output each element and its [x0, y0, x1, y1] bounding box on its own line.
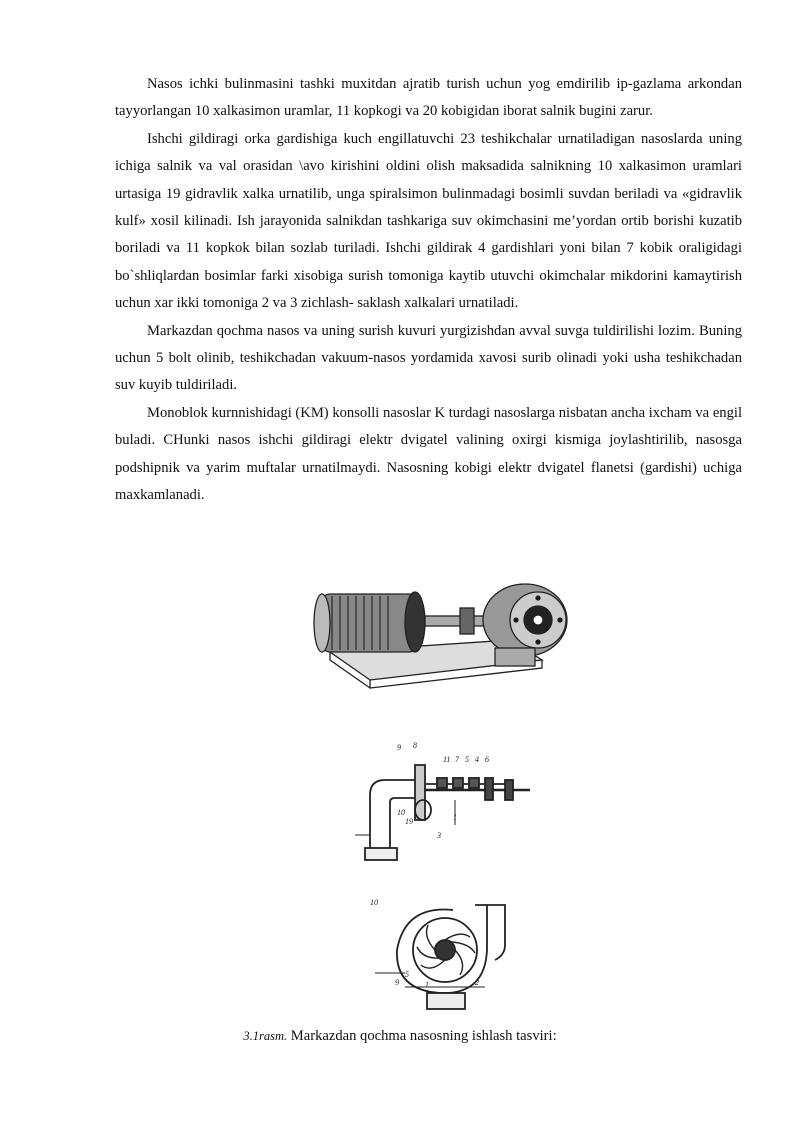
pump-section-schematic	[0, 740, 800, 870]
section-label-4: 7	[455, 755, 459, 764]
figure-caption-text: Markazdan qochma nasosning ishlash tasviri:	[290, 1028, 557, 1044]
section-label-3: 11	[443, 755, 451, 764]
figure-number: 3.1rasm.	[243, 1029, 288, 1043]
section-label-7: 6	[485, 755, 489, 764]
volute-label-5: 2	[475, 978, 479, 987]
figure-caption	[0, 1028, 800, 1045]
volute-drawing	[365, 895, 535, 1020]
pump-section-drawing	[345, 740, 535, 870]
paragraph-2: Ishchi gildiragi orka gardishiga kuch engillatuvchi 23 teshikchalar urnatiladigan nasoslarda uning ichiga salnik va val orasidan \avo kirishini oldini olish maksadida salnikning 10 xalkasimon uramlari urtasiga 19 gidravlik xalka urnatilib, unga spiralsimon bulinmadagi bosimli suvdan beriladi va «gidravlik kulf» xosil kilinadi. Ish jarayonida salnikdan tashkariga suv okimchasini me’yordan ortib borishi kuzatib boriladi va 11 kopkok bilan sozlab turiladi. Ishchi gildirak 4 gardishlari yoni bilan 7 kobik oraligidagi bo`shliqlardan bosimlar farki xisobiga surish tomoniga kaytib utuvchi okimchalar mikdorini kamaytirish uchun xar ikki tomoniga 2 va 3 zichlash- saklash xalkalari urnatiladi.	[115, 130, 742, 312]
section-label-5: 5	[465, 755, 469, 764]
pump-motor-illustration	[0, 580, 800, 690]
volute-label-1: 10	[370, 898, 378, 907]
impeller-volute-drawing	[0, 895, 800, 1020]
section-label-6: 4	[475, 755, 479, 764]
section-label-8: 10	[397, 808, 405, 817]
body-text	[115, 71, 742, 510]
section-label-2: 8	[413, 741, 417, 750]
volute-label-3: 9	[395, 978, 399, 987]
volute-label-2: 5	[405, 970, 409, 979]
section-label-10: 1	[453, 813, 457, 822]
paragraph-1: Nasos ichki bulinmasini tashki muxitdan ajratib turish uchun yog emdirilib ip-gazlama arkondan tayyorlangan 10 xalkasimon uramlar, 11 kopkogi va 20 kobigidan iborat salnik bugini zarur.	[115, 76, 742, 120]
paragraph-3: Markazdan qochma nasos va uning surish kuvuri yurgizishdan avval suvga tuldirilishi lozim. Buning uchun 5 bolt olinib, teshikchadan vakuum-nasos yordamida xavosi surib olinadi yoki usha teshikchadan suv kuyib tuldiriladi.	[115, 322, 742, 394]
pump-motor-drawing	[310, 580, 580, 690]
section-label-1: 9	[397, 743, 401, 752]
section-label-11: 3	[437, 831, 441, 840]
paragraph-4: Monoblok kurnnishidagi (KM) konsolli nasoslar K turdagi nasoslarga nisbatan ancha ixcham va engil buladi. CHunki nasos ishchi gildiragi elektr dvigatel valining oxirgi kismiga joylashtirilib, nasosga podshipnik va yarim muftalar urnatilmaydi. Nasosning kobigi elektr dvigatel flanetsi (gardishi) uchiga maxkamlanadi.	[115, 404, 742, 504]
section-label-9: 19	[405, 817, 413, 826]
volute-label-4: 1	[425, 980, 429, 989]
